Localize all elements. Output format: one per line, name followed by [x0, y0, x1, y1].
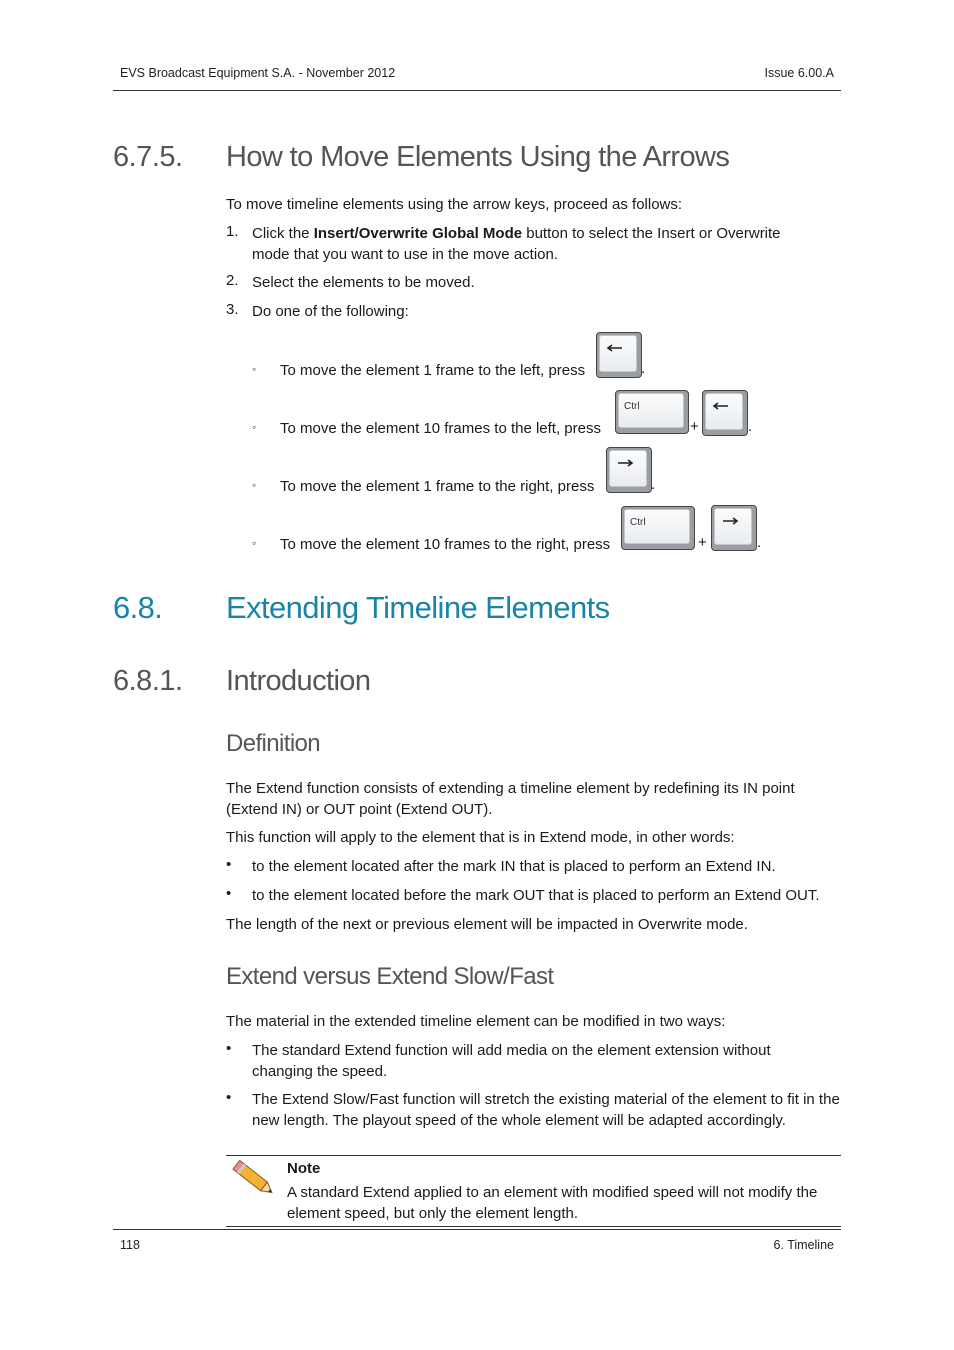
header-left: EVS Broadcast Equipment S.A. - November 2012 [120, 66, 396, 80]
left-arrow-key [596, 332, 642, 378]
definition-bullet-1: to the element located after the mark IN that is placed to perform an Extend IN. [252, 858, 776, 875]
note-top-rule [226, 1155, 841, 1156]
step-1-marker: 1. [226, 223, 239, 240]
extend-bullet-2-marker: • [226, 1089, 232, 1106]
step-2-marker: 2. [226, 272, 239, 289]
extend-p1: The material in the extended timeline element can be modified in two ways: [226, 1013, 726, 1030]
section-68-number: 6.8. [113, 590, 163, 625]
footer-page-number: 118 [120, 1238, 140, 1252]
section-68-title: Extending Timeline Elements [226, 590, 610, 625]
sub-4-text: To move the element 10 frames to the right, press [280, 536, 611, 553]
section-675-number: 6.7.5. [113, 141, 183, 173]
extend-bullet-1-marker: • [226, 1040, 232, 1057]
definition-p3: The length of the next or previous element will be impacted in Overwrite mode. [226, 916, 748, 933]
step-3-text: Do one of the following: [252, 303, 409, 320]
sub-4-plus: + [698, 534, 707, 551]
pencil-icon [230, 1157, 280, 1203]
sub-2-text: To move the element 10 frames to the left, press [280, 420, 601, 437]
note-title: Note [287, 1160, 321, 1177]
step-1-text: Click the Insert/Overwrite Global Mode button to select the Insert or Overwrite mode that you want to use in the move action. [252, 225, 781, 263]
sub-4-period: . [757, 534, 762, 551]
footer-chapter: 6. Timeline [773, 1238, 834, 1252]
sub-2-plus: + [690, 418, 699, 435]
sub-1-marker: ◦ [252, 362, 257, 376]
footer-rule [113, 1229, 841, 1230]
left-arrow-key [702, 390, 748, 436]
ctrl-key [615, 390, 689, 434]
sub-1-period: . [641, 360, 646, 377]
definition-p1: The Extend function consists of extending a timeline element by redefining its IN point (Extend IN) or OUT point (Extend OUT). [226, 780, 795, 818]
sub-2-period: . [748, 418, 753, 435]
header-rule [113, 90, 841, 91]
extend-bullet-1: The standard Extend function will add media on the element extension without changing the speed. [252, 1042, 771, 1080]
ctrl-key-label: Ctrl [630, 517, 646, 528]
section-675-title: How to Move Elements Using the Arrows [226, 141, 730, 173]
extend-heading: Extend versus Extend Slow/Fast [226, 963, 554, 990]
right-arrow-key [606, 447, 652, 493]
definition-p2: This function will apply to the element that is in Extend mode, in other words: [226, 829, 735, 846]
sub-2-marker: ◦ [252, 420, 257, 434]
arrow-left-icon [710, 400, 732, 412]
section-681-title: Introduction [226, 665, 371, 697]
definition-heading: Definition [226, 730, 321, 757]
section-681-number: 6.8.1. [113, 665, 183, 697]
definition-bullet-2: to the element located before the mark OUT that is placed to perform an Extend OUT. [252, 887, 820, 904]
arrow-right-icon [719, 515, 741, 527]
header-right: Issue 6.00.A [764, 66, 834, 80]
note-text: A standard Extend applied to an element with modified speed will not modify the element speed, but only the element length. [287, 1184, 818, 1222]
definition-bullet-1-marker: • [226, 856, 232, 873]
arrow-right-icon [614, 457, 636, 469]
right-arrow-key [711, 505, 757, 551]
section-675-intro: To move timeline elements using the arrow keys, proceed as follows: [226, 196, 683, 213]
sub-1-text: To move the element 1 frame to the left, press [280, 362, 586, 379]
definition-bullet-2-marker: • [226, 885, 232, 902]
step-2-text: Select the elements to be moved. [252, 274, 475, 291]
arrow-left-icon [604, 342, 626, 354]
extend-bullet-2: The Extend Slow/Fast function will stretch the existing material of the element to fit in the new length. The playout speed of the whole element will be adapted accordingly. [252, 1091, 840, 1129]
sub-3-text: To move the element 1 frame to the right, press [280, 478, 595, 495]
step-3-marker: 3. [226, 301, 239, 318]
sub-3-period: . [651, 476, 656, 493]
ctrl-key [621, 506, 695, 550]
note-bottom-rule [226, 1226, 841, 1227]
sub-3-marker: ◦ [252, 478, 257, 492]
sub-4-marker: ◦ [252, 536, 257, 550]
ctrl-key-label: Ctrl [624, 401, 640, 412]
